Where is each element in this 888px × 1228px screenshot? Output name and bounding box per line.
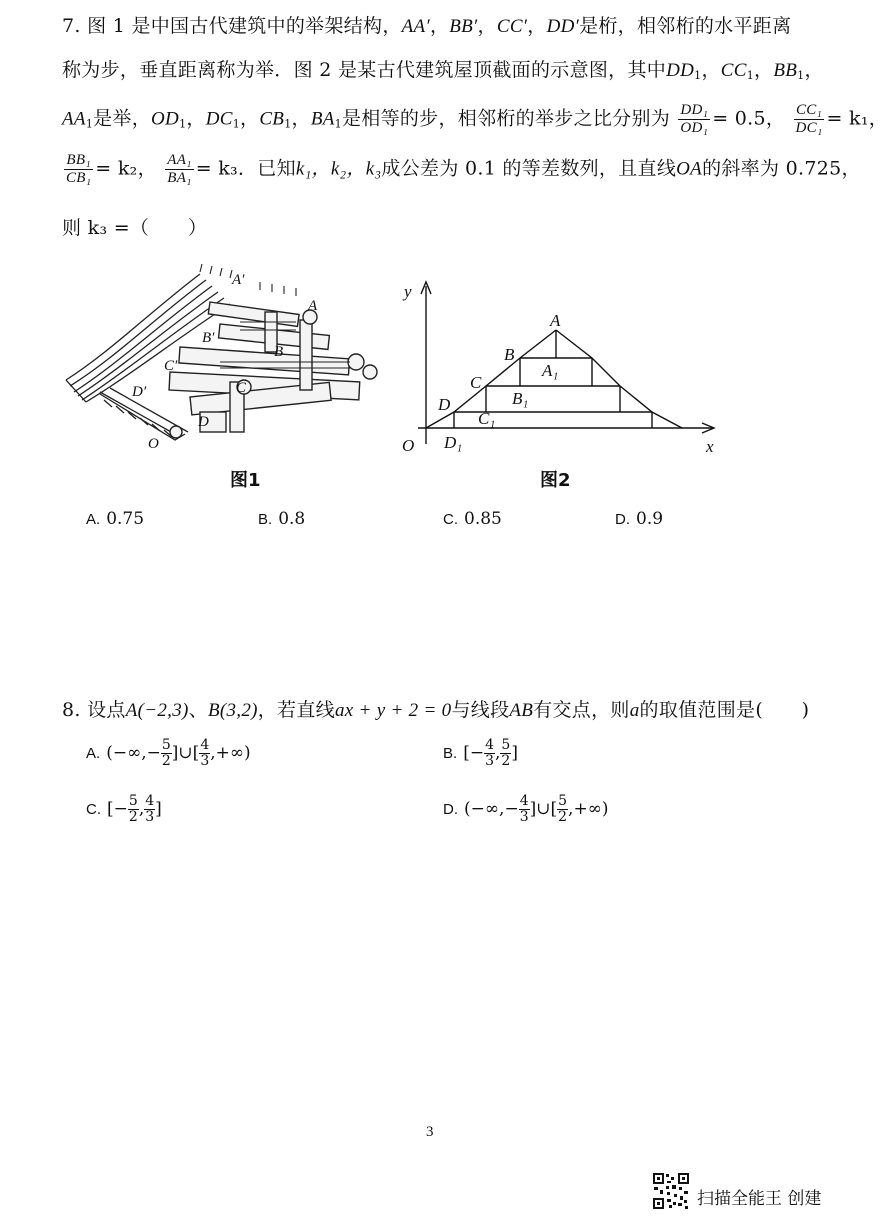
fig1-label-d-prime: D′ xyxy=(132,384,147,400)
interval-text: , xyxy=(495,743,501,763)
option-value: 0.9 xyxy=(636,509,664,529)
denominator: OD₁ xyxy=(680,120,709,136)
fig2-d-label: D xyxy=(438,395,451,414)
q7-dd1: DD xyxy=(666,60,695,81)
option-letter: B. xyxy=(258,511,273,528)
q7-line-3: $AA_1$是举，$OD_1$，$DC_1$，$CB_1$，$BA_1$是相等的步，相邻桁的举步之比分别为 $\frac{\text{DD₁}}{\text{OD₁}}$ = 0.5， $\frac{\text{CC₁}}{\text{DC₁}}$ = k₁， xyxy=(62,102,888,136)
fig2-o-label: O xyxy=(402,436,415,455)
fig1-label-c-prime: C′ xyxy=(164,358,178,374)
q7-bb: BB′ xyxy=(449,16,478,37)
subscript: 1 xyxy=(334,117,342,131)
denominator: 2 xyxy=(501,753,511,769)
q7-line-4 xyxy=(62,152,861,187)
fraction xyxy=(519,794,530,825)
fig2-a-label: A xyxy=(550,311,561,330)
q7-cc1: CC xyxy=(720,60,747,81)
q7-line-1: 7. 图 1 是中国古代建筑中的举架结构，AA′，BB′，CC′，DD′是桁，相邻桁的水平距离 xyxy=(62,15,792,37)
subscript: 1 xyxy=(284,117,292,131)
figure-2-roof-diagram xyxy=(396,276,726,462)
fig2-c-label: C xyxy=(470,373,482,392)
q7-bb1: BB xyxy=(773,60,798,81)
q7-text: 的斜率为 0.725， xyxy=(702,157,861,180)
fig2-d1-label: D₁ xyxy=(444,433,463,452)
fig2-b1-label: B₁ xyxy=(512,389,529,408)
option-letter: C. xyxy=(443,511,458,528)
q8-separator: 、 xyxy=(188,699,208,721)
denominator: CB₁ xyxy=(66,170,92,186)
q8-line-equation: ax + y + 2 = 0 xyxy=(334,700,452,721)
roof-right-slope xyxy=(556,330,682,428)
q8-number: 8. xyxy=(62,699,81,721)
fig1-label-o: O xyxy=(148,436,159,452)
interval-text: (−∞,− xyxy=(106,743,161,763)
subscript: 1 xyxy=(85,117,94,131)
subscript: 1 xyxy=(746,69,755,82)
figure-1-architecture-sketch xyxy=(60,262,390,462)
q7-cb1: CB xyxy=(259,108,285,130)
interval-text: ,+∞) xyxy=(568,799,609,819)
fig2-x-label: x xyxy=(706,437,714,456)
q7-text: 成公差为 0.1 的等差数列，且直线 xyxy=(381,157,677,180)
fig2-a1-label: A₁ xyxy=(542,361,559,380)
q8-point-b: B(3,2) xyxy=(207,700,258,721)
q7-number: 7. xyxy=(62,15,81,37)
q8-stem xyxy=(62,698,809,723)
numerator: 4 xyxy=(519,793,529,809)
numerator: 5 xyxy=(161,737,171,753)
fig2-b-label: B xyxy=(504,345,515,364)
q7-line-5 xyxy=(62,216,207,240)
subscript: 1 xyxy=(694,69,702,82)
numerator: 4 xyxy=(485,737,494,753)
denominator: DC₁ xyxy=(795,120,823,136)
q8-option-b[interactable] xyxy=(443,738,518,769)
q8-text: 与线段 xyxy=(451,699,510,721)
subscript: 1 xyxy=(179,117,187,131)
fig1-label-d: D xyxy=(198,414,209,430)
watermark-text: 扫描全能王 创建 xyxy=(697,1189,822,1209)
q7-aa: AA′ xyxy=(401,16,430,37)
fraction xyxy=(144,794,155,825)
fig2-y-label: y xyxy=(404,282,412,301)
equation-text: = k₂， xyxy=(95,157,157,180)
interval-text: , xyxy=(138,799,145,819)
q8-option-c[interactable] xyxy=(86,794,162,825)
q7-oa: OA xyxy=(676,158,703,180)
q7-text: 称为步，垂直距离称为举．图 2 是某古代建筑屋顶截面的示意图，其中 xyxy=(62,59,667,81)
fraction xyxy=(484,738,495,769)
fig1-label-a: A xyxy=(308,298,318,314)
q8-segment-ab: AB xyxy=(509,700,534,721)
q7-line-2: 称为步，垂直距离称为举．图 2 是某古代建筑屋顶截面的示意图，其中$DD_1$，$CC_1$，$BB_1$， xyxy=(62,59,824,82)
numerator: DD₁ xyxy=(680,102,709,118)
numerator: 5 xyxy=(558,793,568,809)
k-list: k₁，k₂，k₃ xyxy=(295,158,382,180)
numerator: BB₁ xyxy=(64,152,93,170)
q7-option-d[interactable] xyxy=(615,509,663,529)
denominator: 2 xyxy=(128,809,138,825)
equation-text: = 0.5， xyxy=(712,107,786,130)
interval-text: (−∞,− xyxy=(464,799,519,819)
q7-question-prompt: 则 k₃ =（ ） xyxy=(62,217,208,239)
numerator: 4 xyxy=(200,737,210,753)
interval-text: ,+∞) xyxy=(210,743,251,763)
fraction xyxy=(199,738,210,769)
fig1-label-c: C xyxy=(236,380,247,396)
fig2-c1-label: C₁ xyxy=(478,409,496,428)
q8-text: 的取值范围是( ) xyxy=(639,699,810,721)
q8-option-a[interactable] xyxy=(86,738,251,769)
page-number: 3 xyxy=(426,1124,434,1140)
numerator: CC₁ xyxy=(794,102,825,120)
q7-text: 是举， xyxy=(93,107,152,130)
denominator: 3 xyxy=(145,809,155,825)
interval-text: [− xyxy=(463,743,485,763)
equation-text: = k₃．已知 xyxy=(195,157,296,180)
numerator: 5 xyxy=(501,737,511,753)
q7-aa1: AA xyxy=(62,108,86,130)
q7-option-a[interactable] xyxy=(86,509,144,529)
option-letter: A. xyxy=(86,745,101,762)
interval-text: ]∪[ xyxy=(171,743,200,763)
q8-text: 设点 xyxy=(87,699,126,721)
denominator: 3 xyxy=(519,809,529,825)
interval-text: ] xyxy=(155,799,162,819)
option-value: 0.85 xyxy=(464,509,502,529)
fraction xyxy=(128,794,139,825)
q7-option-b[interactable] xyxy=(258,509,305,529)
option-value: 0.75 xyxy=(106,509,145,529)
figure-2-caption: 图2 xyxy=(540,470,571,491)
fraction-cc1-dc1 xyxy=(794,102,825,137)
q8-option-d[interactable] xyxy=(443,794,609,825)
fig1-label-a-prime: A′ xyxy=(232,272,245,288)
option-letter: D. xyxy=(443,801,458,818)
option-letter: B. xyxy=(443,745,458,762)
interval-text: ]∪[ xyxy=(529,799,558,819)
q7-cc: CC′ xyxy=(496,16,528,37)
interval-text: [− xyxy=(107,799,128,819)
fraction-aa1-ba1 xyxy=(165,152,193,187)
numerator: AA₁ xyxy=(167,152,192,168)
q8-point-a: A(−2,3) xyxy=(125,700,189,721)
qr-code-icon xyxy=(652,1172,690,1210)
q7-ba1: BA xyxy=(310,108,335,130)
option-letter: D. xyxy=(615,511,630,528)
denominator: 3 xyxy=(485,753,494,769)
q8-param-a: a xyxy=(629,700,640,721)
q7-text: 图 1 是中国古代建筑中的举架结构， xyxy=(87,15,402,37)
q7-dd: DD′ xyxy=(546,16,580,37)
option-letter: C. xyxy=(86,801,101,818)
option-letter: A. xyxy=(86,511,101,528)
denominator: 3 xyxy=(200,753,210,769)
option-value: 0.8 xyxy=(278,509,306,529)
denominator: 2 xyxy=(161,753,171,769)
fraction-dd1-od1 xyxy=(678,102,710,137)
numerator: 5 xyxy=(128,793,138,809)
fig1-label-b-prime: B′ xyxy=(202,330,215,346)
denominator: BA₁ xyxy=(167,170,192,186)
fraction xyxy=(161,738,172,769)
q8-text: 有交点，则 xyxy=(533,699,630,721)
figure-1-caption: 图1 xyxy=(230,470,261,491)
q7-text: 是相等的步，相邻桁的举步之比分别为 xyxy=(341,107,671,130)
q7-text: 是桁，相邻桁的水平距离 xyxy=(579,15,792,37)
fraction-bb1-cb1 xyxy=(64,152,93,187)
fraction xyxy=(500,738,511,769)
q7-od1: OD xyxy=(151,108,180,130)
interval-text: ] xyxy=(511,743,518,763)
q8-text: ，若直线 xyxy=(257,699,335,721)
subscript: 1 xyxy=(797,69,805,82)
denominator: 2 xyxy=(558,809,568,825)
q7-option-c[interactable] xyxy=(443,509,502,529)
fig1-label-b: B xyxy=(274,344,284,360)
equation-text: = k₁， xyxy=(826,107,888,130)
fraction xyxy=(557,794,568,825)
q7-dc1: DC xyxy=(205,108,233,130)
subscript: 1 xyxy=(232,117,241,131)
numerator: 4 xyxy=(145,793,155,809)
